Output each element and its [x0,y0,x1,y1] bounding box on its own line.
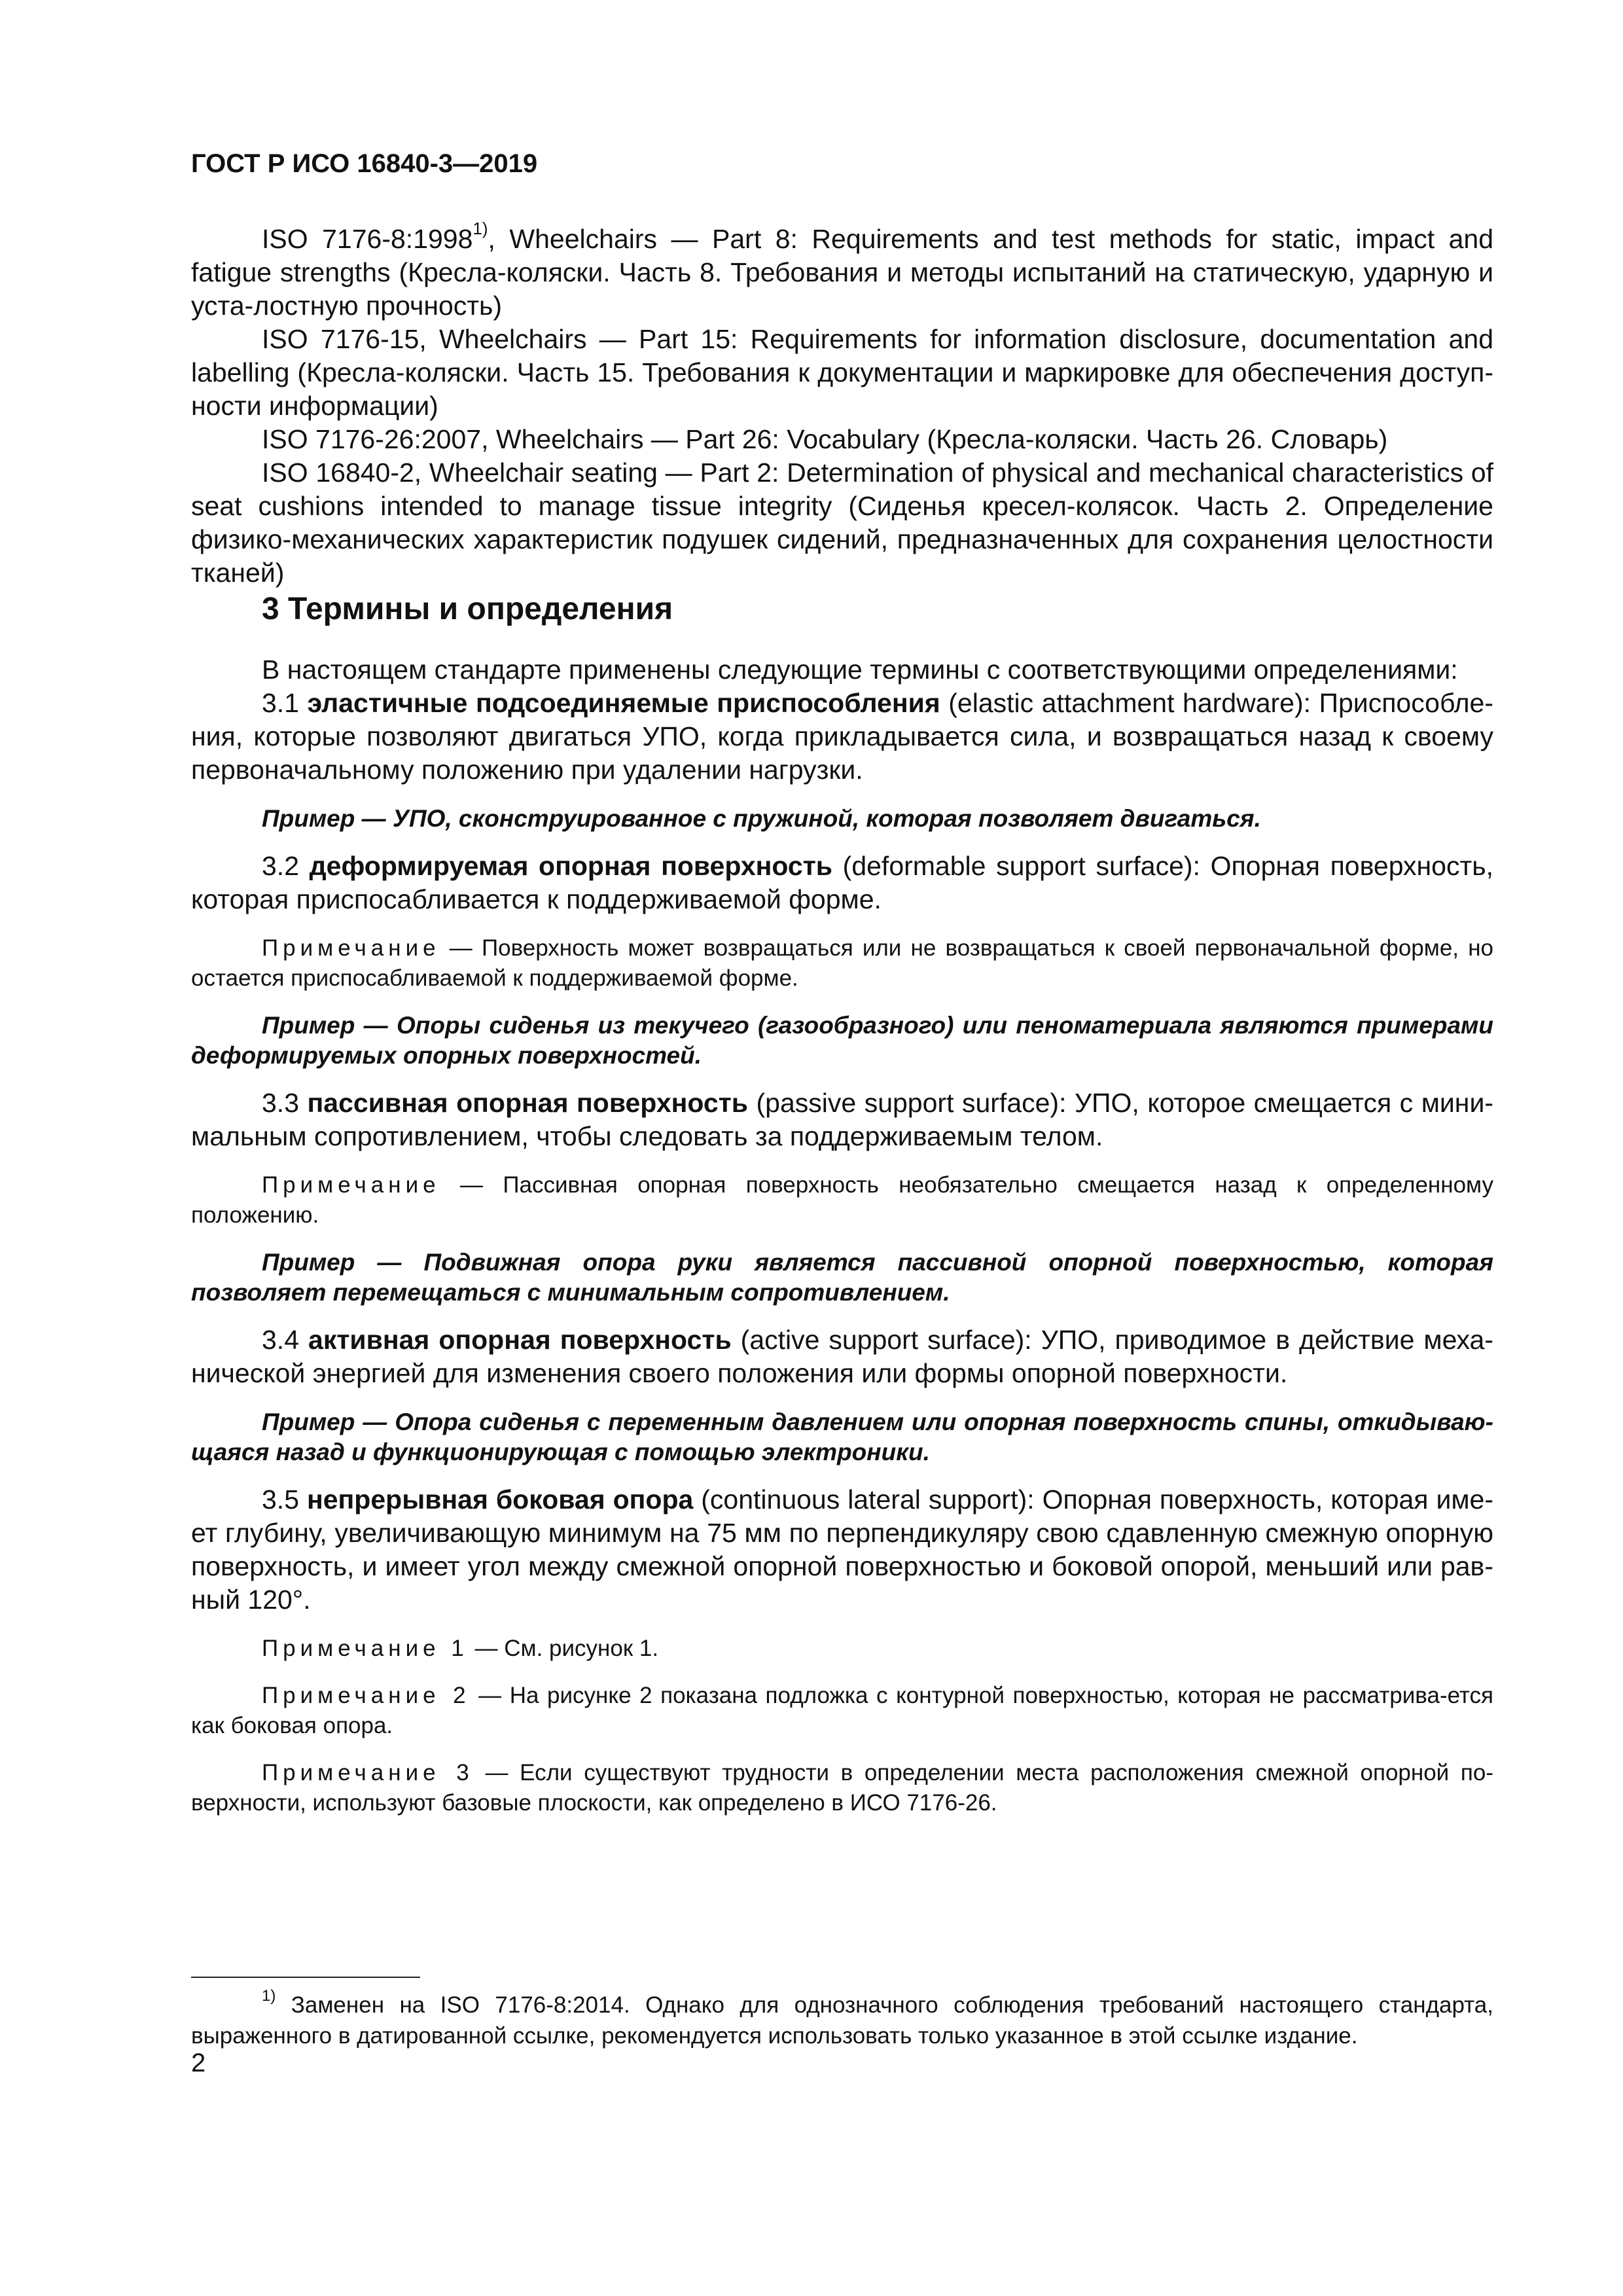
term-3-2: 3.2 деформируемая опорная поверхность (deformable support surface): Опорная поверхность, которая приспосабливается к поддерживаемой форме. [191,851,1494,914]
reference-item: ISO 7176-8:1998$^{1)}$, Wheelchairs — Part 8: Requirements and test methods for static, impact and fatigue strengths (Кресла-коляски. Часть 8. Требования и методы испытаний на статическую, ударную и уста-лостную прочность) [191,219,1493,321]
term-name: пассивная опорная поверхность [307,1088,748,1118]
term-note: Примечание — Пассивная опорная поверхность необязательно смещается назад к определенному положению. [191,1172,1493,1228]
term-example: Пример — Опора сиденья с переменным давлением или опорная поверхность спины, откидываю-щаяся назад и функционирующая с помощью электроники. [191,1408,1493,1465]
reference-item: ISO 7176-26:2007, Wheelchairs — Part 26: Vocabulary (Кресла-коляски. Часть 26. Словарь) [262,424,1388,454]
term-name: деформируемая опорная поверхность [309,851,833,881]
running-header: ГОСТ Р ИСО 16840-3—2019 [191,149,538,178]
section-heading: 3 Термины и определения [262,592,673,626]
reference-item: ISO 7176-15, Wheelchairs — Part 15: Requirements for information disclosure, documentation and labelling (Кресла-коляски. Часть 15. Требования к документации и маркировке для обеспечения доступ-ности информации) [191,324,1493,421]
term-note: Примечание 3 — Если существуют трудности в определении места расположения смежной опорной по-верхности, используют базовые плоскости, как определено в ИСО 7176-26. [191,1760,1493,1816]
footnote-marker: 1) [262,1987,276,2005]
section-intro: В настоящем стандарте применены следующие термины с соответствующими определениями: [262,655,1458,685]
term-3-1: 3.1 эластичные подсоединяемые приспособления (elastic attachment hardware): Приспособле-ния, которые позволяют двигаться УПО, когда прикладывается сила, и возвращаться назад к своему первоначальному положению при удалении нагрузки. [191,688,1493,785]
term-name: активная опорная поверхность [308,1325,732,1355]
page-number: 2 [191,2049,206,2077]
term-3-5: 3.5 непрерывная боковая опора (continuous lateral support): Опорная поверхность, которая име-ет глубину, увеличивающую минимум на 75 мм по перпендикуляру свою сдавленную смежную опорную поверхность, и имеет угол между смежной опорной поверхностью и боковой опорой, меньший или рав-ный 120°. [191,1484,1494,1615]
term-note: Примечание 1 — См. рисунок 1. [262,1636,659,1661]
term-3-3: 3.3 пассивная опорная поверхность (passive support surface): УПО, которое смещается с мини-мальным сопротивлением, чтобы следовать за поддерживаемым телом. [191,1088,1493,1151]
normative-references [191,219,1493,590]
footnote-divider [191,1977,420,1978]
term-example: Пример — Опоры сиденья из текучего (газообразного) или пеноматериала являются примерами деформируемых опорных поверхностей. [191,1012,1493,1069]
footnote-marker[interactable]: 1) [473,219,488,239]
reference-item: ISO 16840-2, Wheelchair seating — Part 2: Determination of physical and mechanical characteristics of seat cushions intended to manage tissue integrity (Сиденья кресел-колясок. Часть 2. Определение физико-механических характеристик подушек сидений, предназначенных для сохранения целостности тканей) [191,457,1493,588]
term-note: Примечание 2 — На рисунке 2 показана подложка с контурной поверхностью, которая не рассматрива-ется как боковая опора. [191,1683,1493,1738]
terms-section [191,653,1493,1818]
term-note: Примечание — Поверхность может возвращаться или не возвращаться к своей первоначальной форме, но остается приспосабливаемой к поддерживаемой форме. [191,935,1493,991]
term-name: эластичные подсоединяемые приспособления [307,688,940,718]
footnote: $^{1)}$ Заменен на ISO 7176-8:2014. Однако для однозначного соблюдения требований настоящего стандарта, выраженного в датированной ссылке, рекомендуется использовать только указанное в этой ссылке издание. [191,1987,1493,2049]
term-3-4: 3.4 активная опорная поверхность (active support surface): УПО, приводимое в действие меха-нической энергией для изменения своего положения или формы опорной поверхности. [191,1325,1494,1388]
term-example: Пример — УПО, сконструированное с пружиной, которая позволяет двигаться. [262,805,1261,832]
term-name: непрерывная боковая опора [306,1484,694,1515]
term-example: Пример — Подвижная опора руки является пассивной опорной поверхностью, которая позволяет перемещаться с минимальным сопротивлением. [191,1249,1493,1306]
